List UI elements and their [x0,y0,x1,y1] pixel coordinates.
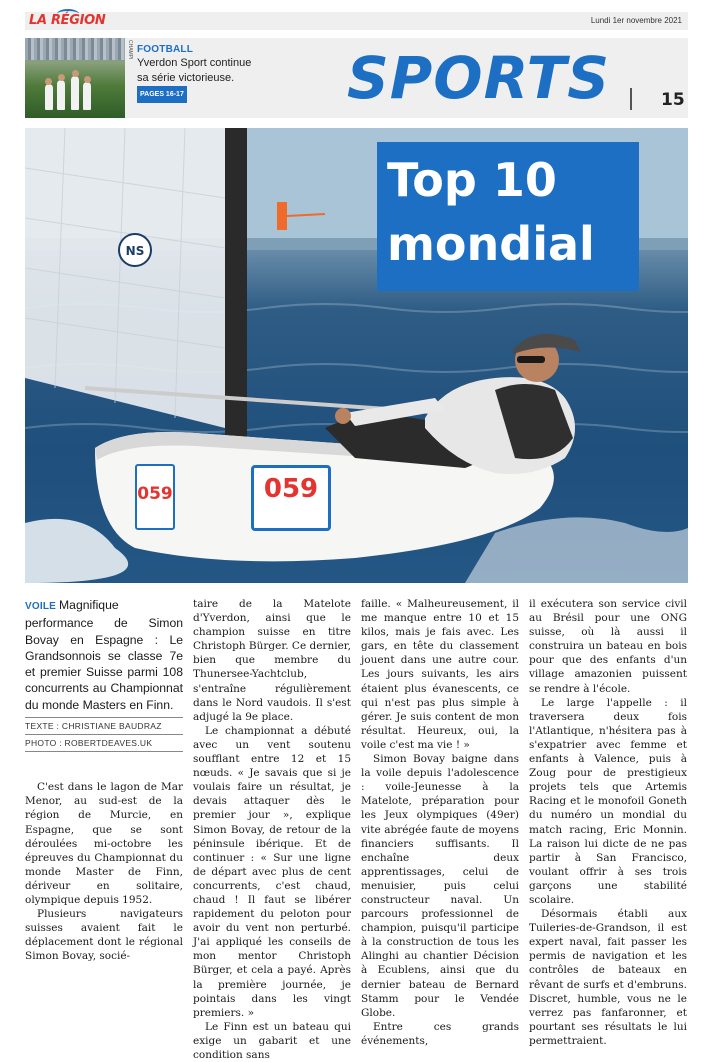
article-column-2 [193,597,351,1062]
teaser-pages-badge[interactable]: PAGES 16-17 [137,86,187,103]
article-kicker: VOILE [25,601,57,612]
headline-box [377,142,639,291]
bow-number-text: 059 [137,484,173,504]
player-head-shape [72,70,79,77]
logo-arc-icon [57,9,79,19]
photo-side-label: CHAMPI [127,40,133,60]
headline-line-2: mondial [387,217,595,271]
player-head-shape [84,76,91,83]
page-number: 15 [661,90,685,110]
teaser-photo-football [25,38,125,118]
header-divider [630,88,632,110]
player-head-shape [45,78,52,85]
newspaper-logo [29,12,106,30]
paragraph: Le large l'appelle : il traversera deux fois l'Atlantique, n'hésitera pas à s'expatrier avec femme et enfants à Valence, puis à Zoug pour de prestigieux projets tels que Artemis Racing et le monofoil Goneth du numéro un mondial du match racing, Eric Monnin. La raison lui dicte de ne pas partir à San Francisco, voulant offrir à ses trois garçons une stabilité scolaire. [529,696,687,906]
teaser-headline: Yverdon Sport continue sa série victorieuse. [137,57,252,84]
sunglasses-shape [517,356,545,363]
player-shape [71,76,79,110]
paragraph: Entre ces grands événements, [361,1020,519,1047]
article-lead [25,597,183,713]
paragraph: Simon Bovay baigne dans la voile depuis l'adolescence : voile-Jeunesse à la Matelote, préparation pour les Jeux olympiques (49er) vite abrégée faute de moyens financiers suffisants. Il enchaîne deux apprentissages, celui de menuisier, puis celui constructeur naval. Un parcours professionnel de champion, puisqu'il participe à la construction de tous les Alinghi au chantier Décision à Ecublens, ainsi que du dernier bateau de Bernard Stamm pour le Vendée Globe. [361,753,519,1019]
teaser-kicker: FOOTBALL [137,44,194,55]
player-head-shape [58,74,65,81]
lead-text: Magnifique performance de Simon Bovay en Espagne : Le Grandsonnois se classe 7e et premier Suisse parmi 108 concurrents au Championnat du monde Masters en Finn. [25,598,183,712]
player-shape [45,84,53,110]
paragraph: taire de la Matelote d'Yverdon, ainsi que le champion suisse en titre Christoph Bürger. Ce dernier, bien que membre du Thunersee-Yachtclub, s'entraîne régulièrement dans le Nord vaudois. Il s'est adjugé la 9e place. [193,598,351,723]
article-column-3 [361,597,519,1048]
headline [387,148,595,276]
logo-text: LA RÉGION [29,13,106,28]
hull-sail-number [251,465,331,531]
paragraph: Désormais établi aux Tuileries-de-Grandson, il est expert naval, fait passer les permis de navigation et les contrôles de bateaux en rêvant de surfs et d'embruns. Discret, humble, vous ne le verrez pas fanfaronner, et pourtant ses résultats le lui permettraient. [529,908,687,1047]
headline-line-1: Top 10 [387,153,557,207]
teaser-text [137,56,257,103]
section-title: SPORTS [347,44,610,112]
article-column-1 [25,597,183,963]
paragraph: faille. « Malheureusement, il me manque entre 10 et 15 kilos, mais je fais avec. Les gars, en tête du classement jouent dans une autre cour. Les jours suivants, les airs étaient plus évanescents, ce qui n'est pas plus simple à gérer. Je suis content de mon résultat. Heureux, oui, la voile c'est ma vie ! » [361,598,519,751]
teaser-box[interactable] [137,44,257,103]
stadium-stand-shape [25,38,125,60]
bow-sail-number [135,464,175,530]
sailor-hand-shape [335,408,351,424]
issue-date: Lundi 1er novembre 2021 [590,16,682,25]
section-header [25,38,688,118]
paragraph: C'est dans le lagon de Mar Menor, au sud-est de la région de Murcie, en Espagne, que se sont déroulées mi-octobre les épreuves du Championnat du monde Master de Finn, dériveur en solitaire, olympique depuis 1952. [25,781,183,907]
sail-logo-text: NS [125,244,145,258]
credit-text: TEXTE : CHRISTIANE BAUDRAZ [25,718,183,735]
paragraph: Plusieurs navigateurs suisses avaient fait le déplacement dont le régional Simon Bovay, socié- [25,908,183,963]
paragraph: Le Finn est un bateau qui exige un gabarit et une condition sans [193,1020,351,1061]
player-shape [57,80,65,110]
credit-photo[interactable]: PHOTO : ROBERTDEAVES.UK [25,735,183,752]
column-1-body [25,780,183,963]
paragraph: il exécutera son service civil au Brésil pour une ONG suisse, où là aussi il construira un bateau en bois pour que des enfants d'un village amazonien puissent se rendre à l'école. [529,598,687,695]
article-column-4 [529,597,687,1048]
wind-indicator-shape [277,202,287,230]
spray-shape [25,519,128,583]
top-bar [25,12,688,30]
paragraph: Le championnat a débuté avec un vent soutenu soufflant entre 12 et 15 nœuds. « Je savais que si je voulais faire un résultat, je devais attaquer dès le premier jour », explique Simon Bovay, de retour de la péninsule ibérique. Et de continuer : « Sur une ligne de départ avec plus de cent concurrents, c'est chaud, chaud ! Il faut se libérer rapidement du peloton pour avoir du vent non perturbé. J'ai appliqué les conseils de mon mentor Christoph Bürger, et cela a payé. Après la première journée, je pointais dans les vingt premiers. » [193,724,351,1019]
hull-number-text: 059 [263,474,319,504]
credits [25,717,183,752]
player-shape [83,82,91,110]
main-photo-sailing [25,128,688,583]
